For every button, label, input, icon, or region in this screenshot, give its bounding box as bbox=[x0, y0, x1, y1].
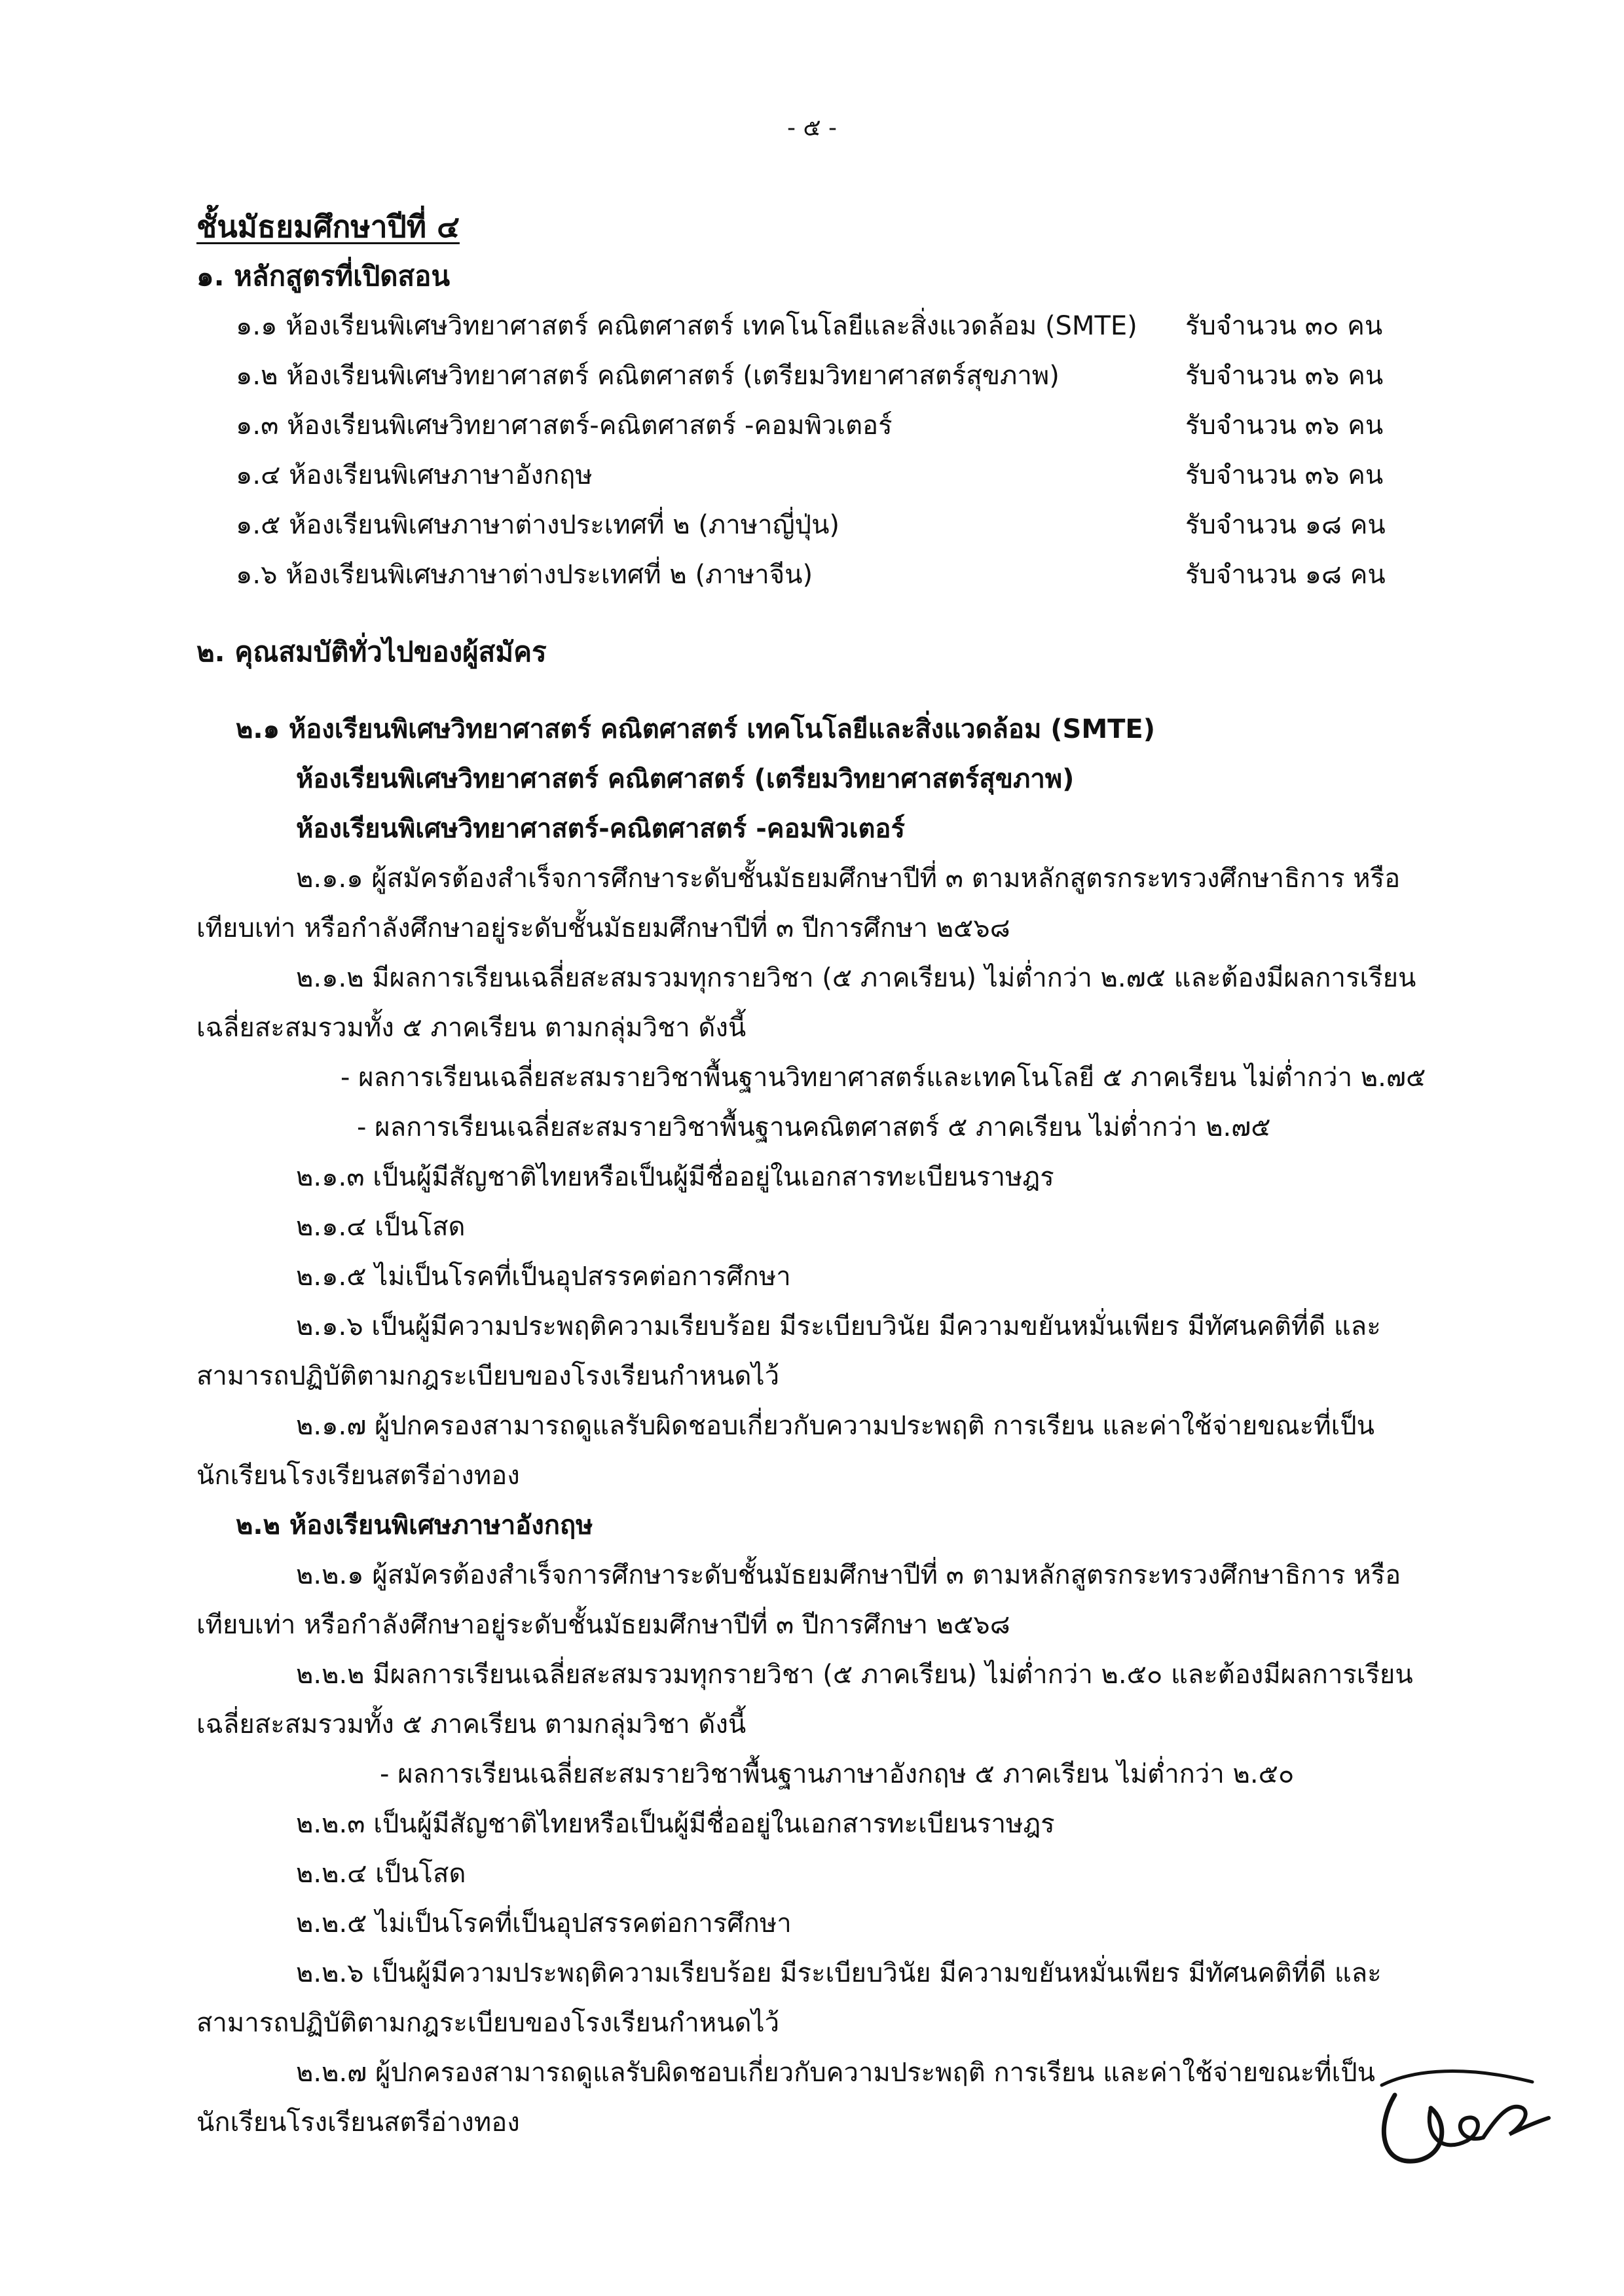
paragraph-line: ๒.๑.๗ ผู้ปกครองสามารถดูแลรับผิดชอบเกี่ยวกับความประพฤติ การเรียน และค่าใช้จ่ายขณะที่เป็น bbox=[296, 1411, 1375, 1441]
page-heading: ชั้นมัธยมศึกษาปีที่ ๔ bbox=[196, 209, 460, 244]
paragraph-line: นักเรียนโรงเรียนสตรีอ่างทอง bbox=[196, 1461, 520, 1491]
paragraph-line: ๒.๑.๒ มีผลการเรียนเฉลี่ยสะสมรวมทุกรายวิชา (๕ ภาคเรียน) ไม่ต่ำกว่า ๒.๗๕ และต้องมีผลการเรียน bbox=[296, 963, 1416, 993]
course-quota: รับจำนวน ๓๖ คน bbox=[1185, 410, 1384, 441]
paragraph-line: ๒.๒.๒ มีผลการเรียนเฉลี่ยสะสมรวมทุกรายวิชา (๕ ภาคเรียน) ไม่ต่ำกว่า ๒.๕๐ และต้องมีผลการเรียน bbox=[296, 1660, 1413, 1690]
paragraph-line: ๒.๒.๑ ผู้สมัครต้องสำเร็จการศึกษาระดับชั้นมัธยมศึกษาปีที่ ๓ ตามหลักสูตรกระทรวงศึกษาธิการ หรือ bbox=[296, 1560, 1401, 1590]
paragraph-line: เทียบเท่า หรือกำลังศึกษาอยู่ระดับชั้นมัธยมศึกษาปีที่ ๓ ปีการศึกษา ๒๕๖๘ bbox=[196, 1610, 1010, 1640]
subsection-2-1-title: ๒.๑ ห้องเรียนพิเศษวิทยาศาสตร์ คณิตศาสตร์ เทคโนโลยีและสิ่งแวดล้อม (SMTE) bbox=[236, 714, 1156, 744]
course-name: ๑.๖ ห้องเรียนพิเศษภาษาต่างประเทศที่ ๒ (ภาษาจีน) bbox=[236, 560, 813, 590]
paragraph-line: ๒.๒.๖ เป็นผู้มีความประพฤติความเรียบร้อย มีระเบียบวินัย มีความขยันหมั่นเพียร มีทัศนคติที่ดี และ bbox=[296, 1958, 1382, 1988]
paragraph-line: ๒.๑.๑ ผู้สมัครต้องสำเร็จการศึกษาระดับชั้นมัธยมศึกษาปีที่ ๓ ตามหลักสูตรกระทรวงศึกษาธิการ หรือ bbox=[296, 864, 1401, 894]
paragraph-line: ๒.๑.๖ เป็นผู้มีความประพฤติความเรียบร้อย มีระเบียบวินัย มีความขยันหมั่นเพียร มีทัศนคติที่ดี และ bbox=[296, 1311, 1381, 1341]
handwritten-signature bbox=[1369, 2056, 1552, 2180]
section-2-title: ๒. คุณสมบัติทั่วไปของผู้สมัคร bbox=[196, 636, 547, 668]
paragraph-line: ๒.๒.๗ ผู้ปกครองสามารถดูแลรับผิดชอบเกี่ยวกับความประพฤติ การเรียน และค่าใช้จ่ายขณะที่เป็น bbox=[296, 2058, 1375, 2088]
paragraph-line: ๒.๒.๓ เป็นผู้มีสัญชาติไทยหรือเป็นผู้มีชื่ออยู่ในเอกสารทะเบียนราษฎร bbox=[296, 1809, 1055, 1839]
subsection-2-1-title: ห้องเรียนพิเศษวิทยาศาสตร์ คณิตศาสตร์ (เตรียมวิทยาศาสตร์สุขภาพ) bbox=[296, 764, 1075, 794]
section-1-title: ๑. หลักสูตรที่เปิดสอน bbox=[196, 260, 451, 292]
subsection-2-1-title: ห้องเรียนพิเศษวิทยาศาสตร์-คณิตศาสตร์ -คอมพิวเตอร์ bbox=[296, 814, 905, 844]
bullet-line: - ผลการเรียนเฉลี่ยสะสมรายวิชาพื้นฐานคณิตศาสตร์ ๕ ภาคเรียน ไม่ต่ำกว่า ๒.๗๕ bbox=[357, 1112, 1271, 1142]
course-quota: รับจำนวน ๓๖ คน bbox=[1185, 460, 1384, 490]
course-name: ๑.๑ ห้องเรียนพิเศษวิทยาศาสตร์ คณิตศาสตร์ เทคโนโลยีและสิ่งแวดล้อม (SMTE) bbox=[236, 311, 1137, 341]
course-quota: รับจำนวน ๓๐ คน bbox=[1185, 311, 1383, 341]
paragraph-line: เฉลี่ยสะสมรวมทั้ง ๕ ภาคเรียน ตามกลุ่มวิชา ดังนี้ bbox=[196, 1013, 747, 1043]
paragraph-line: สามารถปฏิบัติตามกฎระเบียบของโรงเรียนกำหนดไว้ bbox=[196, 2008, 780, 2038]
course-name: ๑.๓ ห้องเรียนพิเศษวิทยาศาสตร์-คณิตศาสตร์ -คอมพิวเตอร์ bbox=[236, 410, 893, 441]
course-name: ๑.๔ ห้องเรียนพิเศษภาษาอังกฤษ bbox=[236, 460, 593, 490]
course-quota: รับจำนวน ๑๘ คน bbox=[1185, 560, 1386, 590]
paragraph-line: เฉลี่ยสะสมรวมทั้ง ๕ ภาคเรียน ตามกลุ่มวิชา ดังนี้ bbox=[196, 1709, 747, 1740]
paragraph-line: นักเรียนโรงเรียนสตรีอ่างทอง bbox=[196, 2107, 520, 2138]
course-name: ๑.๒ ห้องเรียนพิเศษวิทยาศาสตร์ คณิตศาสตร์ (เตรียมวิทยาศาสตร์สุขภาพ) bbox=[236, 361, 1060, 391]
paragraph-line: ๒.๒.๕ ไม่เป็นโรคที่เป็นอุปสรรคต่อการศึกษา bbox=[296, 1908, 792, 1939]
paragraph-line: ๒.๑.๔ เป็นโสด bbox=[296, 1212, 466, 1242]
bullet-line: - ผลการเรียนเฉลี่ยสะสมรายวิชาพื้นฐานวิทยาศาสตร์และเทคโนโลยี ๕ ภาคเรียน ไม่ต่ำกว่า ๒.๗๕ bbox=[341, 1063, 1426, 1093]
course-name: ๑.๕ ห้องเรียนพิเศษภาษาต่างประเทศที่ ๒ (ภาษาญี่ปุ่น) bbox=[236, 510, 840, 540]
paragraph-line: ๒.๑.๕ ไม่เป็นโรคที่เป็นอุปสรรคต่อการศึกษา bbox=[296, 1262, 791, 1292]
subsection-2-2-title: ๒.๒ ห้องเรียนพิเศษภาษาอังกฤษ bbox=[236, 1510, 593, 1540]
paragraph-line: ๒.๒.๔ เป็นโสด bbox=[296, 1859, 466, 1889]
paragraph-line: สามารถปฏิบัติตามกฎระเบียบของโรงเรียนกำหนดไว้ bbox=[196, 1361, 780, 1391]
course-quota: รับจำนวน ๓๖ คน bbox=[1185, 361, 1384, 391]
paragraph-line: เทียบเท่า หรือกำลังศึกษาอยู่ระดับชั้นมัธยมศึกษาปีที่ ๓ ปีการศึกษา ๒๕๖๘ bbox=[196, 913, 1010, 943]
course-quota: รับจำนวน ๑๘ คน bbox=[1185, 510, 1386, 540]
paragraph-line: ๒.๑.๓ เป็นผู้มีสัญชาติไทยหรือเป็นผู้มีชื่ออยู่ในเอกสารทะเบียนราษฎร bbox=[296, 1162, 1054, 1192]
bullet-line: - ผลการเรียนเฉลี่ยสะสมรายวิชาพื้นฐานภาษาอังกฤษ ๕ ภาคเรียน ไม่ต่ำกว่า ๒.๕๐ bbox=[380, 1759, 1295, 1789]
page-number: - ๕ - bbox=[786, 115, 838, 141]
